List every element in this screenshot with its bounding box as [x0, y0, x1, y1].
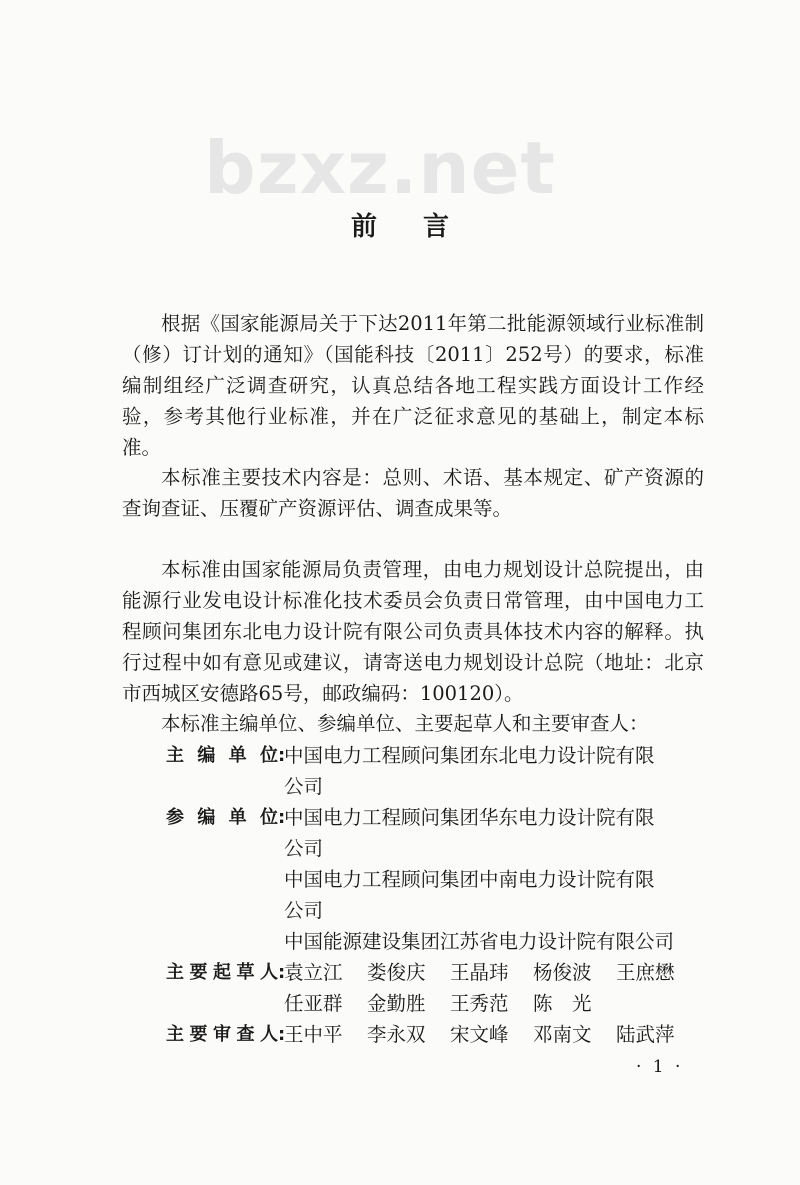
drafter-name: 王庶懋: [616, 961, 675, 984]
reviewer-name: 邓南文: [533, 1023, 592, 1046]
drafter-name: 袁立江: [284, 961, 343, 984]
paragraph-1: 根据《国家能源局关于下达2011年第二批能源领域行业标准制（修）订计划的通知》（国能科技〔2011〕252号）的要求，标准编制组经广泛调查研究，认真总结各地工程实践方面设计工作经验，参考其他行业标准，并在广泛征求意见的基础上，制定本标准。: [122, 312, 704, 459]
chief-editor-colon: :: [278, 745, 286, 766]
paragraph-2: 本标准主要技术内容是：总则、术语、基本规定、矿产资源的查询查证、压覆矿产资源评估、调查成果等。: [122, 466, 704, 520]
drafter-name: 王晶玮: [450, 961, 509, 984]
participant-line-3: 中国电力工程顾问集团中南电力设计院有限: [284, 868, 655, 891]
reviewers-names: [284, 1019, 699, 1050]
drafter-name: 金勤胜: [367, 992, 426, 1015]
reviewers-label: 主要审查人: [166, 1024, 278, 1045]
participant-line-2: 公司: [284, 837, 324, 860]
page-title: 前言: [350, 212, 495, 242]
drafters-names-1: [284, 957, 699, 988]
reviewer-name: 宋文峰: [450, 1023, 509, 1046]
participant-line-1: 中国电力工程顾问集团华东电力设计院有限: [284, 806, 655, 829]
drafters-label: 主要起草人: [166, 962, 278, 983]
chief-editor-label: 主编单位: [166, 745, 278, 766]
drafter-name: 任亚群: [284, 992, 343, 1015]
page-number: · 1 ·: [636, 1057, 684, 1077]
drafters-colon: :: [278, 962, 286, 983]
chief-editor-line-1: 中国电力工程顾问集团东北电力设计院有限: [284, 744, 655, 767]
participant-line-5: 中国能源建设集团江苏省电力设计院有限公司: [284, 930, 675, 953]
paragraph-3: 本标准由国家能源局负责管理，由电力规划设计总院提出，由能源行业发电设计标准化技术委员会负责日常管理，由中国电力工程顾问集团东北电力设计院有限公司负责具体技术内容的解释。执行过程中如有意见或建议，请寄送电力规划设计总院（地址：北京市西城区安德路65号，邮政编码：100120）。: [122, 558, 704, 705]
reviewers-colon: :: [278, 1024, 286, 1045]
participant-line-4: 公司: [284, 899, 324, 922]
reviewer-name: 李永双: [367, 1023, 426, 1046]
chief-editor-line-2: 公司: [284, 775, 324, 798]
reviewer-name: 陆武萍: [616, 1023, 675, 1046]
drafter-name: 陈 光: [533, 992, 592, 1015]
reviewer-name: 王中平: [284, 1023, 343, 1046]
participants-label: 参编单位: [166, 807, 278, 828]
drafter-name: 娄俊庆: [367, 961, 426, 984]
participants-colon: :: [278, 807, 286, 828]
drafters-names-2: [284, 988, 616, 1019]
drafter-name: 杨俊波: [533, 961, 592, 984]
drafter-name: 王秀范: [450, 992, 509, 1015]
paragraph-4: 本标准主编单位、参编单位、主要起草人和主要审查人：: [161, 712, 649, 735]
watermark: bzxz.net: [204, 126, 556, 210]
